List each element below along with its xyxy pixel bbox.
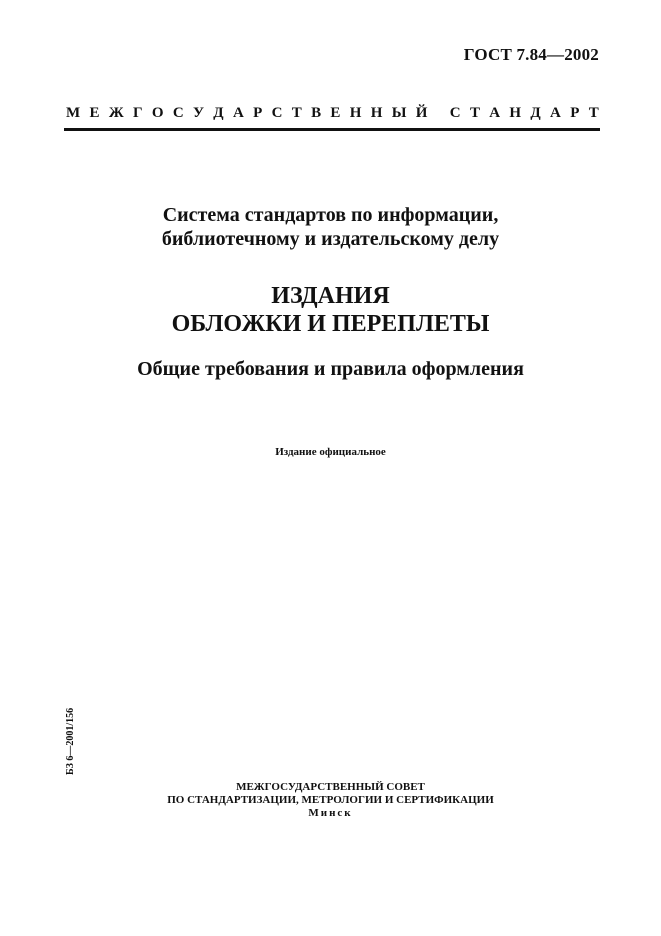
publisher-city: Минск [308, 807, 353, 819]
publisher-block [0, 781, 661, 820]
standard-type-letter: А [489, 105, 501, 121]
standard-type-letter: М [66, 105, 81, 121]
gost-number: ГОСТ 7.84—2002 [463, 45, 599, 64]
standard-type-letter: Ж [108, 105, 124, 121]
series-line-2: библиотечному и издательскому делу [161, 228, 500, 250]
standard-type-letter: А [550, 105, 561, 121]
standard-type-letter: Р [253, 105, 263, 121]
standard-type-letter: Ы [391, 105, 407, 121]
document-title [0, 282, 661, 338]
publisher-line-2: ПО СТАНДАРТИЗАЦИИ, МЕТРОЛОГИИ И СЕРТИФИКАЦИИ [167, 794, 494, 806]
standard-type-letter: Е [330, 105, 341, 121]
standard-type-letter: Н [509, 105, 522, 121]
header-rule [64, 128, 600, 131]
standard-type-letter: Е [89, 105, 100, 121]
standard-type-letter: Н [370, 105, 383, 121]
standard-type-letter: Д [213, 105, 224, 121]
standard-type-letter: О [151, 105, 164, 121]
standard-type-letter: Т [291, 105, 302, 121]
series-line-1: Система стандартов по информации, [162, 204, 499, 226]
edition-note: Издание официальное [275, 446, 386, 458]
document-subtitle: Общие требования и правила оформления [137, 358, 524, 380]
standard-type-letter: Д [530, 105, 541, 121]
standard-type-letter: В [311, 105, 322, 121]
title-line-1: ИЗДАНИЯ [271, 283, 390, 309]
publisher-line-1: МЕЖГОСУДАРСТВЕННЫЙ СОВЕТ [236, 781, 425, 793]
title-line-2: ОБЛОЖКИ И ПЕРЕПЛЕТЫ [171, 311, 490, 337]
series-title [0, 203, 661, 251]
standard-type-letter: Г [132, 105, 143, 121]
standard-type-letter: С [449, 105, 461, 121]
standard-type-letter: У [192, 105, 204, 121]
side-code: БЗ 6—2001/156 [65, 707, 76, 775]
standard-type-heading [66, 105, 599, 122]
standard-type-letter: Н [349, 105, 362, 121]
standard-type-letter: Т [469, 105, 480, 121]
standard-type-letter: Й [415, 105, 428, 121]
standard-type-letter: Т [588, 105, 599, 121]
standard-type-gap [437, 105, 441, 122]
standard-type-letter: А [232, 105, 244, 121]
standard-type-letter: С [271, 105, 283, 121]
standard-type-letter: С [172, 105, 184, 121]
standard-type-letter: Р [570, 105, 580, 121]
